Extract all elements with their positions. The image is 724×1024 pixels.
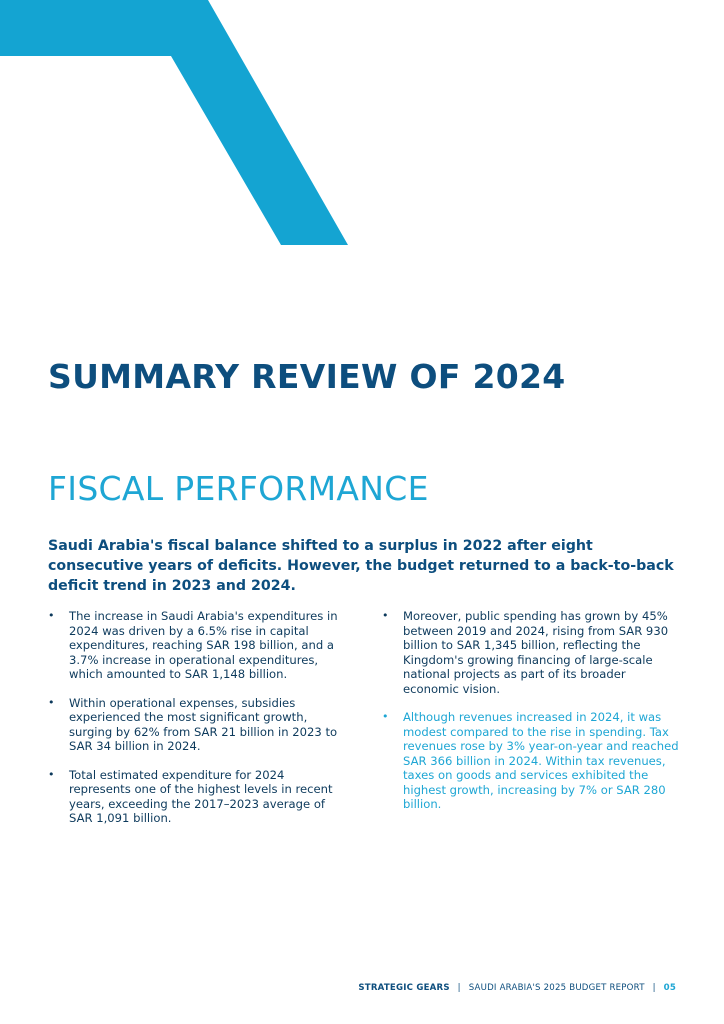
- bullet-icon: •: [48, 767, 55, 781]
- bullet-icon: •: [382, 710, 389, 723]
- list-item: [382, 609, 682, 696]
- bullet-text: Within operational expenses, subsidies experienced the most significant growth, surging by 62% from SAR 21 billion in 2023 to SAR 34 billion in 2024.: [69, 695, 338, 753]
- bullet-text: The increase in Saudi Arabia's expenditures in 2024 was driven by a 6.5% rise in capital expenditures, reaching SAR 198 billion, and a 3.7% increase in operational expenditures, which amounted to SAR 1,148 billion.: [69, 609, 338, 681]
- section-title: FISCAL PERFORMANCE: [48, 469, 429, 508]
- decorative-ribbon-graphic: [0, 0, 724, 260]
- footer-report-title: SAUDI ARABIA'S 2025 BUDGET REPORT: [468, 983, 645, 993]
- bullet-icon: •: [48, 695, 55, 709]
- footer-brand: STRATEGIC GEARS: [358, 983, 450, 993]
- page-title: SUMMARY REVIEW OF 2024: [48, 357, 566, 396]
- right-bullet-list: [382, 609, 682, 826]
- footer-separator: |: [457, 983, 461, 993]
- bullet-icon: •: [48, 609, 55, 622]
- list-item: [48, 609, 348, 682]
- intro-paragraph: Saudi Arabia's fiscal balance shifted to a surplus in 2022 after eight consecutive years of deficits. However, the budget returned to a back-to-back deficit trend in 2023 and 2024.: [48, 538, 674, 594]
- page-number: 05: [663, 983, 676, 993]
- page-footer: [358, 983, 676, 993]
- list-item: [48, 696, 348, 754]
- list-item-highlighted: [382, 710, 682, 812]
- list-item: [48, 768, 348, 826]
- ribbon-shape: [0, 0, 348, 245]
- bullet-text: Total estimated expenditure for 2024 represents one of the highest levels in recent years, exceeding the 2017–2023 average of SAR 1,091 billion.: [69, 767, 333, 825]
- footer-separator: |: [652, 983, 656, 993]
- bullet-text: Moreover, public spending has grown by 45% between 2019 and 2024, rising from SAR 930 billion to SAR 1,345 billion, reflecting the Kingdom's growing financing of large-scale national projects as part of its broader economic vision.: [403, 609, 669, 696]
- bullet-icon: •: [382, 609, 389, 622]
- bullet-text: Although revenues increased in 2024, it was modest compared to the rise in spending. Tax revenues rose by 3% year-on-year and reached SAR 366 billion in 2024. Within tax revenues, taxes on goods and services exhibited the highest growth, increasing by 7% or SAR 280 billion.: [403, 710, 679, 811]
- left-bullet-list: [48, 609, 348, 840]
